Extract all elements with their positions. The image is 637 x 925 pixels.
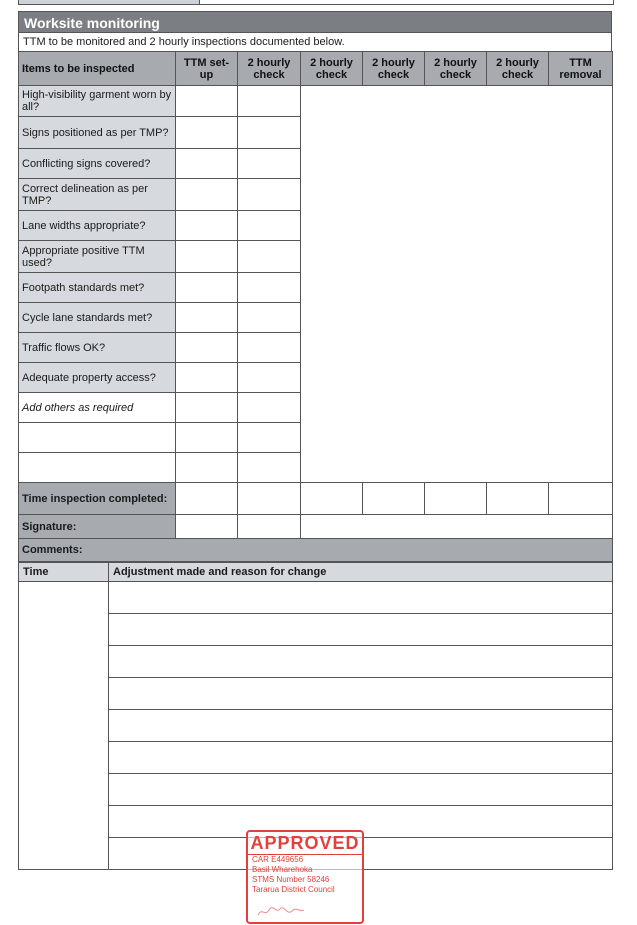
check-cell[interactable] (176, 393, 238, 423)
previous-table-edge (18, 0, 614, 5)
check-header: TTM set-up (176, 52, 238, 86)
signature-cell[interactable] (238, 515, 301, 539)
check-cell[interactable] (176, 423, 238, 453)
item-label: Lane widths appropriate? (19, 211, 176, 241)
signature-area[interactable] (301, 515, 613, 539)
item-label-add-others: Add others as required (19, 393, 176, 423)
check-cell[interactable] (238, 273, 301, 303)
item-label: Appropriate positive TTM used? (19, 241, 176, 273)
handwritten-signature (256, 904, 306, 918)
check-cell[interactable] (238, 179, 301, 211)
check-cell[interactable] (238, 393, 301, 423)
check-header: TTM removal (549, 52, 613, 86)
stamp-line: Basil Wharehoka (252, 865, 313, 874)
check-cell[interactable] (238, 423, 301, 453)
adjustment-row (19, 710, 613, 742)
item-label-blank[interactable] (19, 423, 176, 453)
adjustment-header: Adjustment made and reason for change (109, 563, 613, 582)
items-header: Items to be inspected (19, 52, 176, 86)
section-title: Worksite monitoring (18, 11, 612, 33)
check-cell[interactable] (176, 333, 238, 363)
time-cell[interactable] (487, 483, 549, 515)
check-cell[interactable] (176, 303, 238, 333)
time-header: Time (19, 563, 109, 582)
adjustment-row (19, 614, 613, 646)
stamp-line: Tararua District Council (252, 885, 335, 894)
comments-row (19, 539, 613, 562)
item-label: Conflicting signs covered? (19, 149, 176, 179)
item-label-blank[interactable] (19, 453, 176, 483)
item-label: Cycle lane standards met? (19, 303, 176, 333)
time-inspection-row (19, 483, 613, 515)
check-cell[interactable] (238, 117, 301, 149)
stamp-line: STMS Number 58246 (252, 875, 330, 884)
stamp-line: CAR E449656 (252, 855, 304, 864)
check-cell[interactable] (176, 453, 238, 483)
check-cell[interactable] (176, 241, 238, 273)
adjustment-row (19, 742, 613, 774)
check-cell[interactable] (176, 273, 238, 303)
adjustment-line[interactable] (109, 742, 613, 774)
stamp-title: APPROVED (248, 832, 362, 855)
intro-text: TTM to be monitored and 2 hourly inspections documented below. (18, 33, 612, 51)
comments-label: Comments: (19, 539, 613, 562)
check-cell[interactable] (238, 363, 301, 393)
time-cell[interactable] (238, 483, 301, 515)
signature-row (19, 515, 613, 539)
check-cell[interactable] (238, 149, 301, 179)
item-label: High-visibility garment worn by all? (19, 86, 176, 117)
adjustment-row (19, 774, 613, 806)
check-header: 2 hourly check (301, 52, 363, 86)
check-cell[interactable] (238, 211, 301, 241)
item-label: Traffic flows OK? (19, 333, 176, 363)
adjustment-line[interactable] (109, 710, 613, 742)
time-inspection-label: Time inspection completed: (19, 483, 176, 515)
item-label: Signs positioned as per TMP? (19, 117, 176, 149)
item-label: Footpath standards met? (19, 273, 176, 303)
previous-table-cell (19, 0, 200, 4)
adjustment-line[interactable] (109, 774, 613, 806)
time-cell[interactable] (176, 483, 238, 515)
check-header: 2 hourly check (487, 52, 549, 86)
check-header: 2 hourly check (363, 52, 425, 86)
check-cell[interactable] (238, 333, 301, 363)
header-row (19, 52, 613, 86)
check-cell[interactable] (176, 149, 238, 179)
check-header: 2 hourly check (425, 52, 487, 86)
item-label: Correct delineation as per TMP? (19, 179, 176, 211)
check-header: 2 hourly check (238, 52, 301, 86)
adjustment-row (19, 646, 613, 678)
adjustments-table (18, 562, 613, 870)
time-cell[interactable] (301, 483, 363, 515)
check-cell[interactable] (238, 241, 301, 273)
check-cell[interactable] (238, 86, 301, 117)
inspection-table (18, 51, 613, 562)
adjustment-line[interactable] (109, 582, 613, 614)
signature-cell[interactable] (176, 515, 238, 539)
time-column[interactable] (19, 582, 109, 870)
adjustment-line[interactable] (109, 678, 613, 710)
check-cell[interactable] (176, 363, 238, 393)
table-row (19, 86, 613, 117)
adjustment-row (19, 582, 613, 614)
adjustment-row (19, 678, 613, 710)
time-cell[interactable] (363, 483, 425, 515)
check-cell[interactable] (238, 453, 301, 483)
signature-label: Signature: (19, 515, 176, 539)
adjustment-line[interactable] (109, 614, 613, 646)
time-cell[interactable] (425, 483, 487, 515)
adjustment-line[interactable] (109, 646, 613, 678)
check-cell[interactable] (176, 211, 238, 241)
check-cell[interactable] (176, 179, 238, 211)
worksite-monitoring-form (18, 11, 612, 870)
approved-stamp (246, 830, 364, 924)
unused-area (301, 86, 613, 483)
check-cell[interactable] (238, 303, 301, 333)
check-cell[interactable] (176, 86, 238, 117)
item-label: Adequate property access? (19, 363, 176, 393)
time-cell[interactable] (549, 483, 613, 515)
check-cell[interactable] (176, 117, 238, 149)
adjustments-header-row (19, 563, 613, 582)
